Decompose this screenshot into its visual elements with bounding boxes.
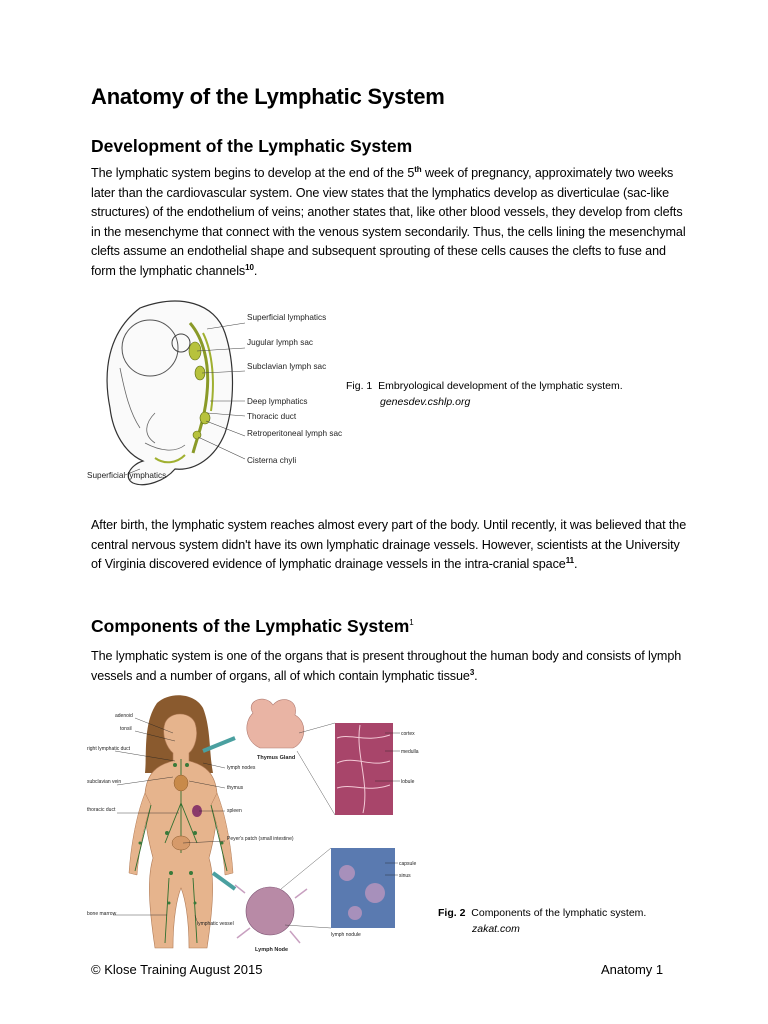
footer-copyright: © Klose Training August 2015 (91, 962, 263, 977)
fig1-label-superficial: Superficial lymphatics (247, 313, 327, 322)
fig2-caption (438, 905, 646, 937)
c-p1-ref-3: 3 (469, 667, 475, 677)
fig1-label-deep: Deep lymphatics (247, 397, 308, 406)
fig1-caption (346, 378, 623, 410)
p2-after: . (573, 557, 578, 571)
fig2-label-lymph-nodes: lymph nodes (227, 765, 256, 771)
fig2-label-cortex: cortex (401, 731, 415, 737)
fig2-label-medulla: medulla (401, 749, 419, 755)
fig2-label-lymphatic-vessel: lymphatic vessel (197, 921, 234, 927)
c-p1-after: . (474, 668, 478, 683)
fig2-label-lymph-node: Lymph Node (255, 947, 289, 953)
p1-sup-th: th (414, 164, 422, 174)
p2-text: After birth, the lymphatic system reaches almost every part of the body. Until recently, it was believed that the central nervous system didn't have its own lymphatic drainage vessels. However, scientists at the University of Virginia discovered evidence of lymphatic drainage vessels in the intra-cranial space (91, 518, 687, 571)
c-p1-text: The lymphatic system is one of the organs that is present throughout the human body and consists of lymph vessels and a number of organs, all of which contain lymphatic tissue (91, 649, 682, 683)
fig2-label-capsule: capsule (399, 861, 417, 867)
embryo-lymphatic-figure (85, 293, 343, 493)
p1-ref-10: 10 (245, 262, 254, 272)
fig2-caption-source: zakat.com (472, 923, 520, 935)
fig2-label-tonsil: tonsil (120, 726, 132, 732)
fig1-caption-text: Embryological development of the lymphatic system. (378, 380, 623, 392)
development-paragraph-1 (91, 164, 691, 281)
fig2-label-peyers-patch: Peyer's patch (small intestine) (227, 836, 294, 842)
fig1-label-superficial-lower: Superficial lymphatics (87, 471, 167, 480)
fig2-label-bone-marrow: bone marrow (87, 911, 117, 917)
fig2-label-lobule: lobule (401, 779, 415, 785)
fig1-caption-number: Fig. 1 (346, 380, 373, 392)
fig2-label-thoracic: thoracic duct (87, 807, 116, 813)
p2-ref-11: 11 (565, 555, 574, 565)
p1-after: . (253, 263, 258, 278)
fig2-label-thymus: thymus (227, 785, 244, 791)
components-heading-ref: 1 (409, 618, 414, 628)
development-heading: Development of the Lymphatic System (91, 136, 413, 156)
fig2-caption-number: Fig. 2 (438, 907, 466, 919)
fig1-label-thoracic: Thoracic duct (247, 412, 297, 421)
fig2-label-spleen: spleen (227, 808, 242, 814)
fig2-label-lymph-nodule: lymph nodule (331, 932, 361, 938)
p1-before: The lymphatic system begins to develop at the end of the 5 (91, 166, 415, 180)
fig1-label-subclavian: Subclavian lymph sac (247, 362, 327, 371)
page-title: Anatomy of the Lymphatic System (91, 84, 445, 109)
components-heading-text: Components of the Lymphatic System (91, 616, 410, 636)
fig2-caption-text: Components of the lymphatic system. (471, 907, 647, 919)
footer-page-label: Anatomy 1 (601, 962, 664, 977)
fig1-label-jugular: Jugular lymph sac (247, 338, 313, 347)
components-heading (91, 616, 414, 637)
fig2-label-right-duct: right lymphatic duct (87, 746, 131, 752)
components-paragraph-1 (91, 647, 691, 686)
fig2-label-sinus: sinus (399, 873, 411, 879)
fig1-label-cisterna: Cisterna chyli (247, 456, 297, 465)
fig1-label-retroperitoneal: Retroperitoneal lymph sac (247, 429, 343, 438)
fig2-label-thymus-gland: Thymus Gland (257, 755, 296, 761)
lymphatic-components-figure (85, 693, 430, 955)
fig1-caption-source: genesdev.cshlp.org (380, 396, 471, 408)
fig2-label-subclavian: subclavian vein (87, 779, 122, 785)
fig2-label-adenoid: adenoid (115, 713, 133, 719)
p1-middle: week of pregnancy, approximately two weeks later than the cardiovascular system. One view states that the lymphatics develop as diverticulae (sac-like structures) of the endothelium of veins; another states that, like other blood vessels, they develop from clefts in the mesenchyme that connect with the venous system secondarily. Thus, the cells lining the mesenchymal clefts assume an endothelial shape and subsequent sprouting of these cells causes the clefts to fuse and form the lymphatic channels (91, 166, 686, 278)
development-paragraph-2 (91, 516, 691, 575)
